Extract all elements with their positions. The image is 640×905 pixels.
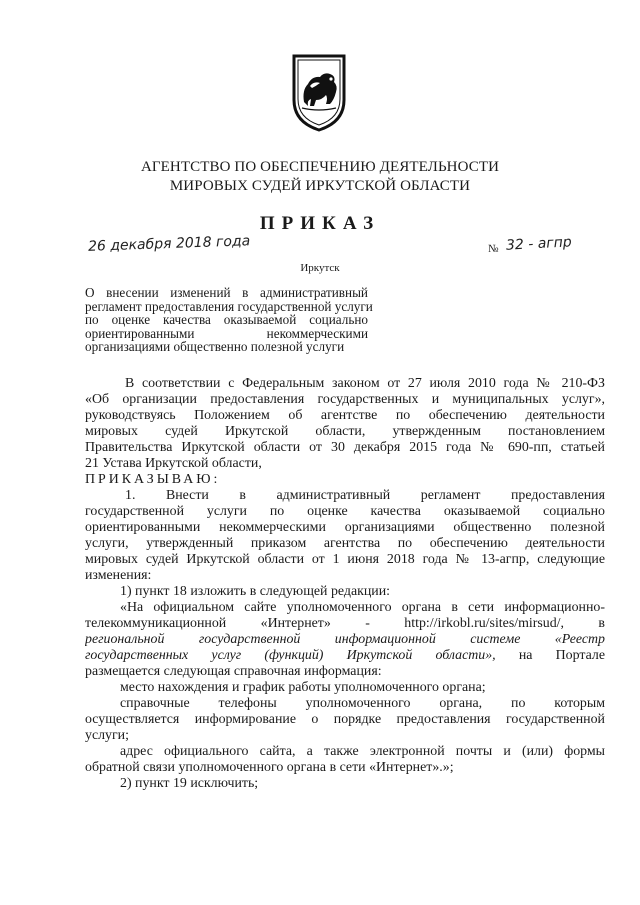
agency-name-line1: АГЕНТСТВО ПО ОБЕСПЕЧЕНИЮ ДЕЯТЕЛЬНОСТИ [140, 159, 500, 175]
item-line: услуги, утвержденный приказом агентства по обеспечению деятельности [85, 536, 605, 551]
info-line: осуществляется информирование о порядке предоставления государственной [85, 712, 605, 727]
document-body [85, 376, 605, 792]
body-line: руководствуясь Положением об агентстве по обеспечению деятельности [85, 408, 605, 423]
info-line: справочные телефоны уполномоченного органа, по которым [120, 696, 605, 711]
subject-line: по оценке качества оказываемой социально [85, 312, 368, 327]
info-line: адрес официального сайта, а также электронной почты и (или) формы [120, 744, 605, 759]
body-line: 21 Устава Иркутской области, [85, 456, 262, 471]
quote-italic-text: региональной государственной информационной системе «Реестр [85, 632, 605, 647]
subitem-1: 1) пункт 18 изложить в следующей редакции: [120, 584, 391, 599]
subitem-2: 2) пункт 19 исключить; [120, 776, 259, 791]
document-type-title: ПРИКАЗ [259, 213, 381, 234]
subject-line: регламент предоставления государственной услуги [85, 298, 373, 314]
item-line: государственной услуги по оценке качества оказываемой социально [85, 504, 605, 519]
agency-name [0, 158, 640, 196]
order-word: ПРИКАЗЫВАЮ: [85, 472, 221, 487]
number-label: № [488, 243, 499, 255]
item-line: мировых судей Иркутской области от 1 июня 2018 года № 13-агпр, следующие [85, 552, 605, 567]
item-line: изменения: [85, 568, 152, 583]
agency-name-line2: МИРОВЫХ СУДЕЙ ИРКУТСКОЙ ОБЛАСТИ [169, 178, 471, 194]
body-line: Правительства Иркутской области от 30 декабря 2015 года № 690-пп, статьей [85, 440, 605, 455]
body-line: «Об организации предоставления государственных и муниципальных услуг», [85, 392, 605, 407]
quote-line [85, 632, 605, 648]
quote-line: размещается следующая справочная информация: [85, 664, 382, 679]
subject-line: ориентированными некоммерческими [85, 325, 368, 341]
quote-line: телекоммуникационной «Интернет» - http://irkobl.ru/sites/mirsud/, в [85, 616, 605, 631]
info-line: услуги; [85, 728, 129, 743]
quote-text: на Портале [518, 648, 605, 663]
body-line: В соответствии с Федеральным законом от 27 июля 2010 года № 210-ФЗ [125, 376, 605, 391]
city-name: Иркутск [300, 262, 340, 274]
subject-line: организациями общественно полезной услуги [85, 339, 345, 354]
body-line: мировых судей Иркутской области, утвержденным постановлением [85, 424, 605, 439]
coat-of-arms-emblem [290, 50, 348, 132]
subject-line: О внесении изменений в административный [85, 285, 368, 300]
quote-line [85, 648, 605, 664]
item-line: 1. Внести в административный регламент предоставления [125, 488, 605, 503]
subject-block [85, 285, 373, 354]
quote-line: «На официальном сайте уполномоченного органа в сети информационно- [120, 600, 605, 615]
quote-italic-text: государственных услуг (функций) Иркутской области», [85, 648, 496, 663]
item-line: ориентированными некоммерческими организациями общественно полезной [85, 520, 605, 535]
info-line: обратной связи уполномоченного органа в сети «Интернет».»; [85, 760, 454, 775]
handwritten-number: 32 - агпр [505, 234, 573, 254]
handwritten-date: 26 декабря 2018 года [87, 233, 251, 255]
info-line: место нахождения и график работы уполномоченного органа; [120, 680, 486, 695]
